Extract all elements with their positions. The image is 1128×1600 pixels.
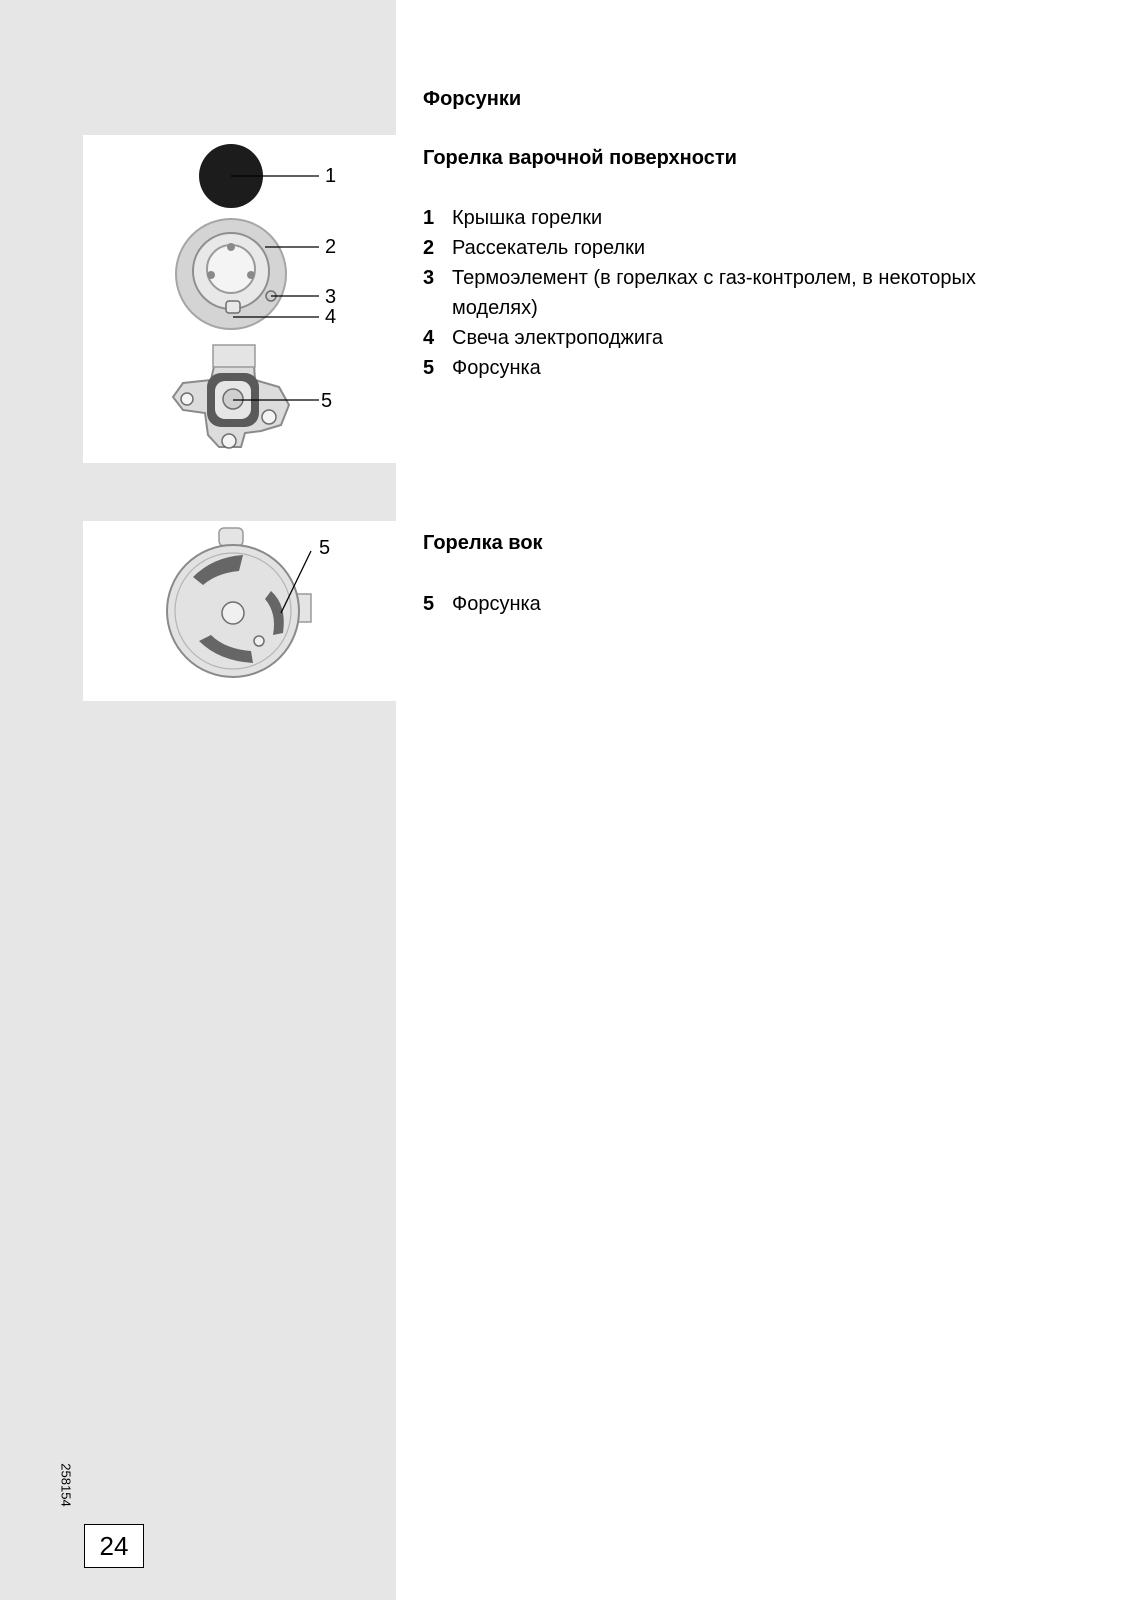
callout-5: 5 [321,390,333,412]
item-number: 4 [423,327,435,349]
item-text: Форсунка [452,593,541,615]
item-number: 3 [423,267,435,289]
document-number-text: 258154 [58,1463,74,1507]
wok-burner-parts-list [423,589,1042,619]
page-number-box [84,1524,144,1568]
item-text: Рассекатель горелки [452,237,645,259]
list-item [423,203,1042,233]
wok-burner-heading: Горелка вок [423,532,543,554]
callout-4: 4 [325,306,337,328]
callout-1: 1 [325,165,337,187]
callout-2: 2 [325,236,337,258]
item-text: Термоэлемент (в горелках с газ-контролем, в некоторых моделях) [452,267,976,319]
callout-5-wok: 5 [319,537,331,559]
wok-burner-figure [83,521,396,701]
page-number: 24 [99,1530,129,1561]
list-item [423,263,1042,323]
hob-burner-heading: Горелка варочной поверхности [423,147,737,169]
list-item [423,589,1042,619]
item-number: 5 [423,593,435,615]
hob-burner-figure [83,135,396,463]
item-text: Форсунка [452,357,541,379]
item-number: 1 [423,207,435,229]
document-number [54,1461,78,1509]
list-item [423,353,1042,383]
item-text: Свеча электроподжига [452,327,664,349]
callout-3: 3 [325,286,337,308]
page-title: Форсунки [423,88,522,110]
item-number: 2 [423,237,435,259]
wok-burner-illustration [83,521,396,701]
list-item [423,233,1042,263]
hob-burner-parts-list [423,203,1042,383]
item-number: 5 [423,357,435,379]
item-text: Крышка горелки [452,207,603,229]
list-item [423,323,1042,353]
hob-burner-illustration [83,135,396,463]
